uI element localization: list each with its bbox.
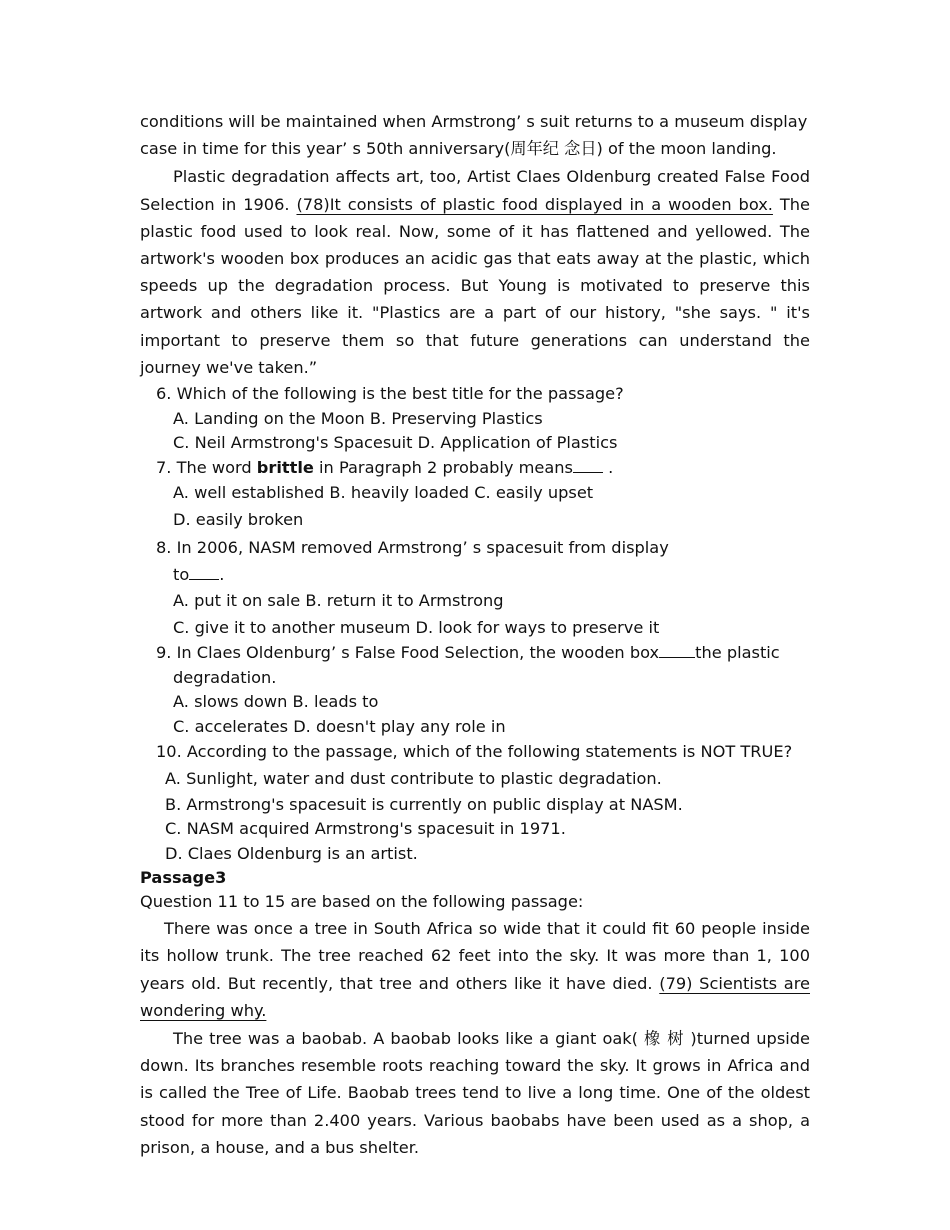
question-8-stem-line-2 [140,561,810,588]
translation-sentence-78: (78)It consists of plastic food displayed in a wooden box. [296,194,773,214]
answer-blank [659,643,695,658]
question-6-options-ab: A. Landing on the Moon B. Preserving Plastics [173,408,543,428]
question-7-stem-end: . [602,457,614,477]
paragraph-1-line-1: conditions will be maintained when Armstrong’ s suit returns to a museum display [140,112,808,131]
question-7-options-abc: A. well established B. heavily loaded C. easily upset [173,483,594,503]
question-6 [140,382,810,456]
question-8-stem-end: . [219,565,225,585]
question-8-stem-to: to [173,565,190,585]
question-9-stem-post: the plastic [695,643,780,663]
paragraph-2-end: The plastic food used to look real. Now, some of it has flattened and yellowed. The artwork's wooden box produces an acidic gas that eats away at the plastic, which speeds up the degradation process. But Young is motivated to preserve this artwork and others like it. "Plastics are a part of our history, "she says. " it's important to preserve them so that future generations can understand the journey we've taken.” [140,194,810,377]
question-7-stem-post: in Paragraph 2 probably means [313,457,573,477]
answer-blank [189,565,219,580]
question-7-option-d: D. easily broken [173,510,304,530]
passage-3-paragraph-2: The tree was a baobab. A baobab looks like a giant oak( 橡 树 )turned upside down. Its branches resemble roots reaching toward the sky. It grows in Africa and is called the Tree of Life. Baobab trees tend to live a long time. One of the oldest stood for more than 2.400 years. Various baobabs have been used as a shop, a prison, a house, and a bus shelter. [140,1029,810,1157]
question-9-stem-line-2: degradation. [173,667,277,687]
question-7-keyword: brittle [256,457,314,477]
paragraph-2 [140,163,810,381]
question-9-stem-pre: 9. In Claes Oldenburg’ s False Food Selection, the wooden box [156,643,660,663]
question-9-options-cd: C. accelerates D. doesn't play any role in [173,716,506,736]
translation-sentence-79: (79) Scientists are wondering why. [140,973,810,1020]
question-7-stem [140,456,810,481]
question-8-stem: 8. In 2006, NASM removed Armstrong’ s spacesuit from display [156,538,669,558]
question-6-options-cd: C. Neil Armstrong's Spacesuit D. Application of Plastics [173,433,618,453]
paragraph-1 [140,108,810,162]
passage-3-paragraph-1 [140,915,810,1024]
question-9-stem [140,641,810,666]
question-7-stem-pre: 7. The word [156,457,257,477]
paragraph-1-line-2: case in time for this year’ s 50th anniversary(周年纪 念日) of the moon landing. [140,139,777,159]
question-10 [140,739,810,866]
question-10-option-c: C. NASM acquired Armstrong's spacesuit in 1971. [165,819,566,839]
question-9 [140,641,810,739]
question-8-options-ab: A. put it on sale B. return it to Armstrong [173,591,504,611]
passage-3-intro: Question 11 to 15 are based on the following passage: [140,892,584,912]
question-6-stem: 6. Which of the following is the best title for the passage? [156,384,624,404]
paragraph-2-start: Plastic degradation affects art, too, Artist Claes Oldenburg created False Food Selection in 1906. [140,167,810,214]
document-page [140,108,810,1161]
question-10-option-b: B. Armstrong's spacesuit is currently on public display at NASM. [165,795,683,815]
passage-3-paragraph-1-text: There was once a tree in South Africa so wide that it could fit 60 people inside its hollow trunk. The tree reached 62 feet into the sky. It was more than 1, 100 years old. But recently, that tree and others like it have died. [140,919,810,993]
question-10-stem: 10. According to the passage, which of the following statements is NOT TRUE? [156,742,793,762]
question-10-option-a: A. Sunlight, water and dust contribute to plastic degradation. [165,769,662,789]
question-9-options-ab: A. slows down B. leads to [173,692,379,712]
question-8-options-cd: C. give it to another museum D. look for ways to preserve it [173,617,660,637]
question-10-option-d: D. Claes Oldenburg is an artist. [165,843,418,863]
answer-blank [573,458,603,473]
passage-3-heading: Passage3 [140,868,227,888]
question-7 [140,456,810,535]
question-8 [140,534,810,641]
